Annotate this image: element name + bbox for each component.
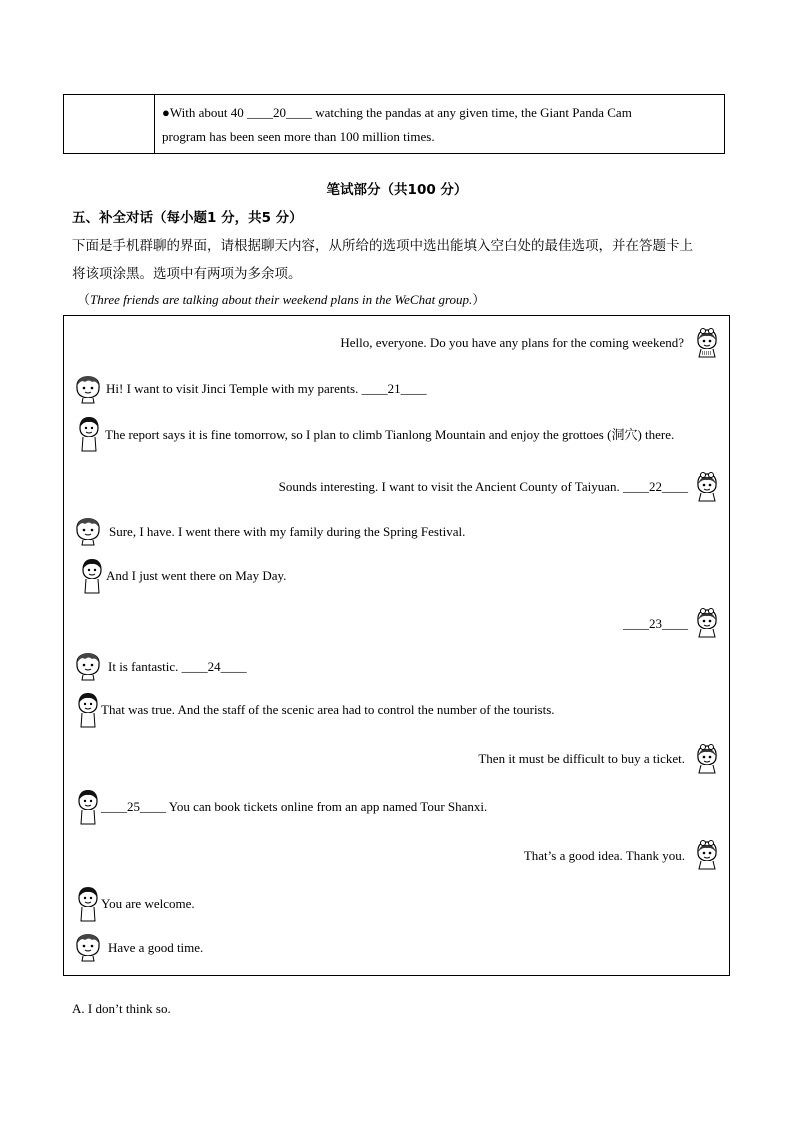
chat-message-12: That’s a good idea. Thank you. [523,848,685,863]
girl-avatar-icon [694,742,720,772]
instructions-line-1: 下面是手机群聊的界面，请根据聊天内容，从所给的选项中选出能填入空白处的最佳选项，并在答题卡上 [72,238,693,254]
girl-avatar-icon [694,838,720,868]
context-close-paren: ） [472,292,486,307]
chat-message-6: And I just went there on May Day. [106,568,287,583]
table-cell [162,101,717,149]
dialogue-context [77,289,485,308]
boy-avatar-icon [76,789,102,819]
curly-boy-avatar-icon [74,516,100,546]
chat-message-5: Sure, I have. I went there with my family during the Spring Festival. [109,524,466,539]
section-title: 笔试部分（共100 分） [326,182,468,198]
curly-boy-avatar-icon [74,374,100,404]
girl-avatar-icon [694,326,720,356]
chat-message-4: Sounds interesting. I want to visit the Ancient County of Taiyuan. ____22____ [278,479,688,494]
chat-message-1: Hello, everyone. Do you have any plans for the coming weekend? [340,335,684,350]
girl-avatar-icon [694,470,720,500]
chat-message-2: Hi! I want to visit Jinci Temple with my parents. ____21____ [106,381,427,396]
table-text-line-2: program has been seen more than 100 million times. [162,129,435,144]
girl-avatar-icon [694,606,720,636]
chat-message-10: Then it must be difficult to buy a ticket. [478,751,685,766]
boy-avatar-icon [80,558,106,588]
curly-boy-avatar-icon [74,932,100,962]
chat-message-7: ____23____ [623,616,688,631]
boy-avatar-icon [76,886,102,916]
chat-message-11: ____25____ You can book tickets online from an app named Tour Shanxi. [101,799,488,814]
context-open-paren: （ [77,292,91,307]
chat-message-14: Have a good time. [108,940,204,955]
chat-message-9: That was true. And the staff of the scenic area had to control the number of the tourists. [101,702,555,717]
curly-boy-avatar-icon [74,651,100,681]
table-text-line-1: ●With about 40 ____20____ watching the pandas at any given time, the Giant Panda Cam [162,105,632,120]
context-text: Three friends are talking about their weekend plans in the WeChat group. [90,292,473,307]
boy-avatar-icon [77,416,103,446]
chat-message-3: The report says it is fine tomorrow, so I plan to climb Tianlong Mountain and enjoy the grottoes (洞穴) there. [105,427,675,442]
question-heading: 五、补全对话（每小题1 分，共5 分） [72,210,303,226]
answer-table [63,94,725,154]
wechat-chat-box [63,315,730,976]
option-a: A. I don’t think so. [72,1001,171,1016]
table-divider [154,95,155,153]
chat-message-8: It is fantastic. ____24____ [108,659,247,674]
chat-message-13: You are welcome. [101,896,195,911]
boy-avatar-icon [76,692,102,722]
instructions-line-2: 将该项涂黑。选项中有两项为多余项。 [72,266,302,282]
